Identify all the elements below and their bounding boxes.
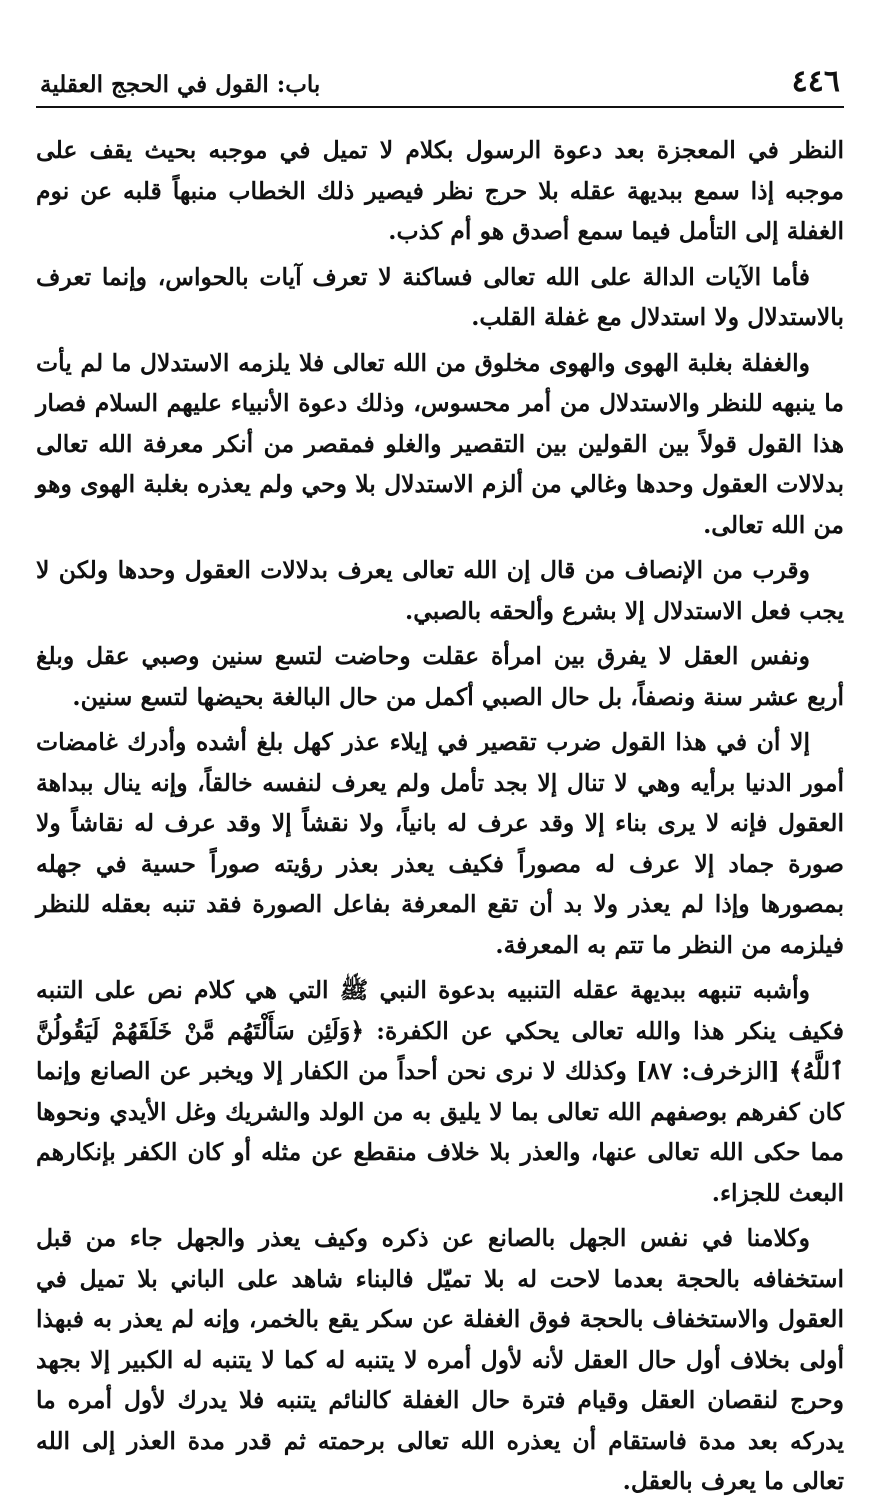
paragraph: وقرب من الإنصاف من قال إن الله تعالى يعرف بدلالات العقول وحدها ولكن لا يجب فعل الاستدلال إلا بشرع وألحقه بالصبي. (36, 556, 844, 625)
paragraph: وأشبه تنبهه ببديهة عقله التنبيه بدعوة النبي ﷺ التي هي كلام نص على التنبه فكيف ينكر هذا والله تعالى يحكي عن الكفرة: ﴿وَلَئِن سَأَلْتَهُم مَّنْ خَلَقَهُمْ لَيَقُولُنَّ ٱللَّهُ﴾ [الزخرف: ٨٧] وكذلك لا نرى نحن أحداً من الكفار إلا ويخبر عن الصانع وإنما كان كفرهم بوصفهم الله تعالى بما لا يليق به من الولد والشريك وغل الأيدي ونحوها مما حكى الله تعالى عنها، والعذر بلا خلاف منقطع عن مثله أو كان الكفر بإنكارهم البعث للجزاء. (36, 976, 844, 1207)
paragraph: وكلامنا في نفس الجهل بالصانع عن ذكره وكيف يعذر والجهل جاء من قبل استخفافه بالحجة بعدما لاحت له بلا تميّل فالبناء شاهد على الباني بلا تميل في العقول والاستخفاف بالحجة فوق الغفلة عن سكر يقع بالخمر، وإنه لم يعذر به فبهذا أولى بخلاف أول حال العقل لأنه لأول أمره لا يتنبه له كما لا يتنبه له الكبير إلا بجهد وحرج لنقصان العقل وقيام فترة حال الغفلة كالنائم يتنبه فلا يدرك لأول أمره ما يدركه بعد مدة فاستقام أن يعذره الله تعالى برحمته ثم قدر مدة العذر إلى الله تعالى ما يعرف بالعقل. (36, 1224, 844, 1495)
body-text (36, 130, 844, 1502)
paragraph: فأما الآيات الدالة على الله تعالى فساكنة لا تعرف آيات بالحواس، وإنما تعرف بالاستدلال ولا استدلال مع غفلة القلب. (36, 262, 844, 331)
paragraph: إلا أن في هذا القول ضرب تقصير في إيلاء عذر كهل بلغ أشده وأدرك غامضات أمور الدنيا برأيه وهي لا تنال إلا بجد تأمل ولم يعرف لنفسه خالقاً، وإنه ينال ببداهة العقول فإنه لا يرى بناء إلا وقد عرف له بانياً، ولا نقشاً إلا وقد عرف له نقاشاً ولا صورة جماد إلا عرف له مصوراً فكيف يعذر بعذر رؤيته صوراً حسية في جهله بمصورها وإذا لم يعذر ولا بد أن تقع المعرفة بفاعل الصورة فقد تنبه بعقله للنظر فيلزمه من النظر ما تتم به المعرفة. (36, 728, 844, 959)
running-title: باب: القول في الحجج العقلية (40, 71, 321, 98)
page-header (36, 58, 844, 108)
paragraph: ونفس العقل لا يفرق بين امرأة عقلت وحاضت لتسع سنين وصبي عقل وبلغ أربع عشر سنة ونصفاً، بل حال الصبي أكمل من حال البالغة بحيضها لتسع سنين. (36, 642, 844, 711)
paragraph: والغفلة بغلبة الهوى والهوى مخلوق من الله تعالى فلا يلزمه الاستدلال ما لم يأت ما ينبهه للنظر والاستدلال من أمر محسوس، وذلك دعوة الأنبياء عليهم السلام فصار هذا القول قولاً بين القولين بين التقصير والغلو فمقصر من أنكر معرفة الله تعالى بدلالات العقول وحدها وغالي من ألزم الاستدلال بلا وحي ولم يعذره بغلبة الهوى وهو من الله تعالى. (36, 348, 844, 539)
book-page (36, 58, 844, 1507)
paragraph: النظر في المعجزة بعد دعوة الرسول بكلام لا تميل في موجبه بحيث يقف على موجبه إذا سمع ببديهة عقله بلا حرج نظر فيصير ذلك الخطاب منبهاً قلبه عن نوم الغفلة إلى التأمل فيما سمع أصدق هو أم كذب. (36, 136, 844, 245)
page-number: ٤٤٦ (791, 64, 840, 99)
